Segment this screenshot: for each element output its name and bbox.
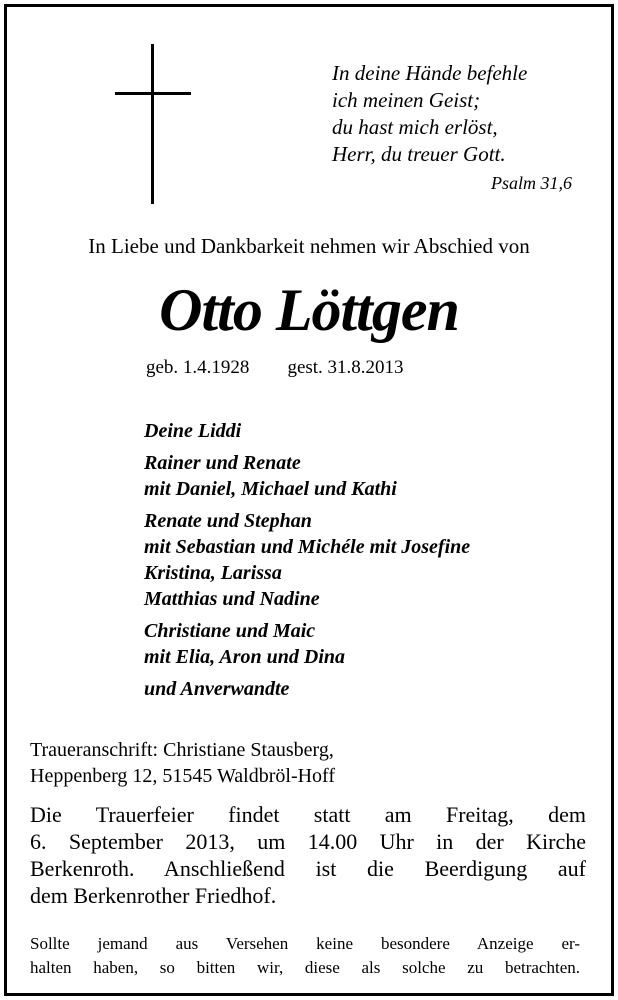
deceased-name: Otto Löttgen (159, 277, 459, 343)
address-line: Heppenberg 12, 51545 Waldbröl-Hoff (30, 765, 335, 787)
bible-verse (332, 60, 592, 194)
life-dates (146, 355, 404, 381)
family-group (144, 676, 584, 702)
farewell-intro: In Liebe und Dankbarkeit nehmen wir Abschied von (88, 234, 530, 258)
family-line: Christiane und Maic (144, 620, 316, 642)
family-group (144, 450, 584, 502)
verse-line: In deine Hände befehle (332, 61, 528, 85)
notice-text (30, 932, 580, 980)
family-group (144, 618, 584, 670)
family-group (144, 418, 584, 444)
notice-line: halten haben, so bitten wir, diese als solche zu betrachten. (30, 958, 580, 977)
family-line: Deine Liddi (144, 420, 242, 442)
funeral-details (30, 801, 586, 909)
ceremony-line: 6. September 2013, um 14.00 Uhr in der Kirche (30, 829, 586, 854)
ceremony-line: Berkenroth. Anschließend ist die Beerdigung auf (30, 856, 586, 881)
address-line: Traueranschrift: Christiane Stausberg, (30, 739, 334, 761)
verse-line: du hast mich erlöst, (332, 115, 498, 139)
family-line: Rainer und Renate (144, 452, 301, 474)
family-line: und Anverwandte (144, 678, 290, 700)
death-date: gest. 31.8.2013 (287, 357, 404, 378)
family-line: mit Elia, Aron und Dina (144, 646, 345, 668)
verse-line: ich meinen Geist; (332, 88, 481, 112)
cross-vertical-bar (151, 44, 154, 204)
family-line: Kristina, Larissa (144, 562, 282, 584)
family-line: Renate und Stephan (144, 510, 312, 532)
family-list (144, 418, 584, 708)
cross-horizontal-bar (115, 92, 191, 95)
family-line: mit Sebastian und Michéle mit Josefine (144, 536, 471, 558)
birth-date: geb. 1.4.1928 (146, 357, 250, 378)
family-group (144, 508, 584, 612)
family-line: Matthias und Nadine (144, 588, 320, 610)
verse-reference: Psalm 31,6 (491, 173, 572, 193)
cross-icon (115, 44, 191, 204)
mourning-address (30, 737, 335, 789)
notice-line: Sollte jemand aus Versehen keine besondere Anzeige er- (30, 934, 580, 953)
ceremony-line: Die Trauerfeier findet statt am Freitag, dem (30, 802, 586, 827)
verse-line: Herr, du treuer Gott. (332, 142, 506, 166)
family-line: mit Daniel, Michael und Kathi (144, 478, 397, 500)
ceremony-line: dem Berkenrother Friedhof. (30, 883, 277, 908)
